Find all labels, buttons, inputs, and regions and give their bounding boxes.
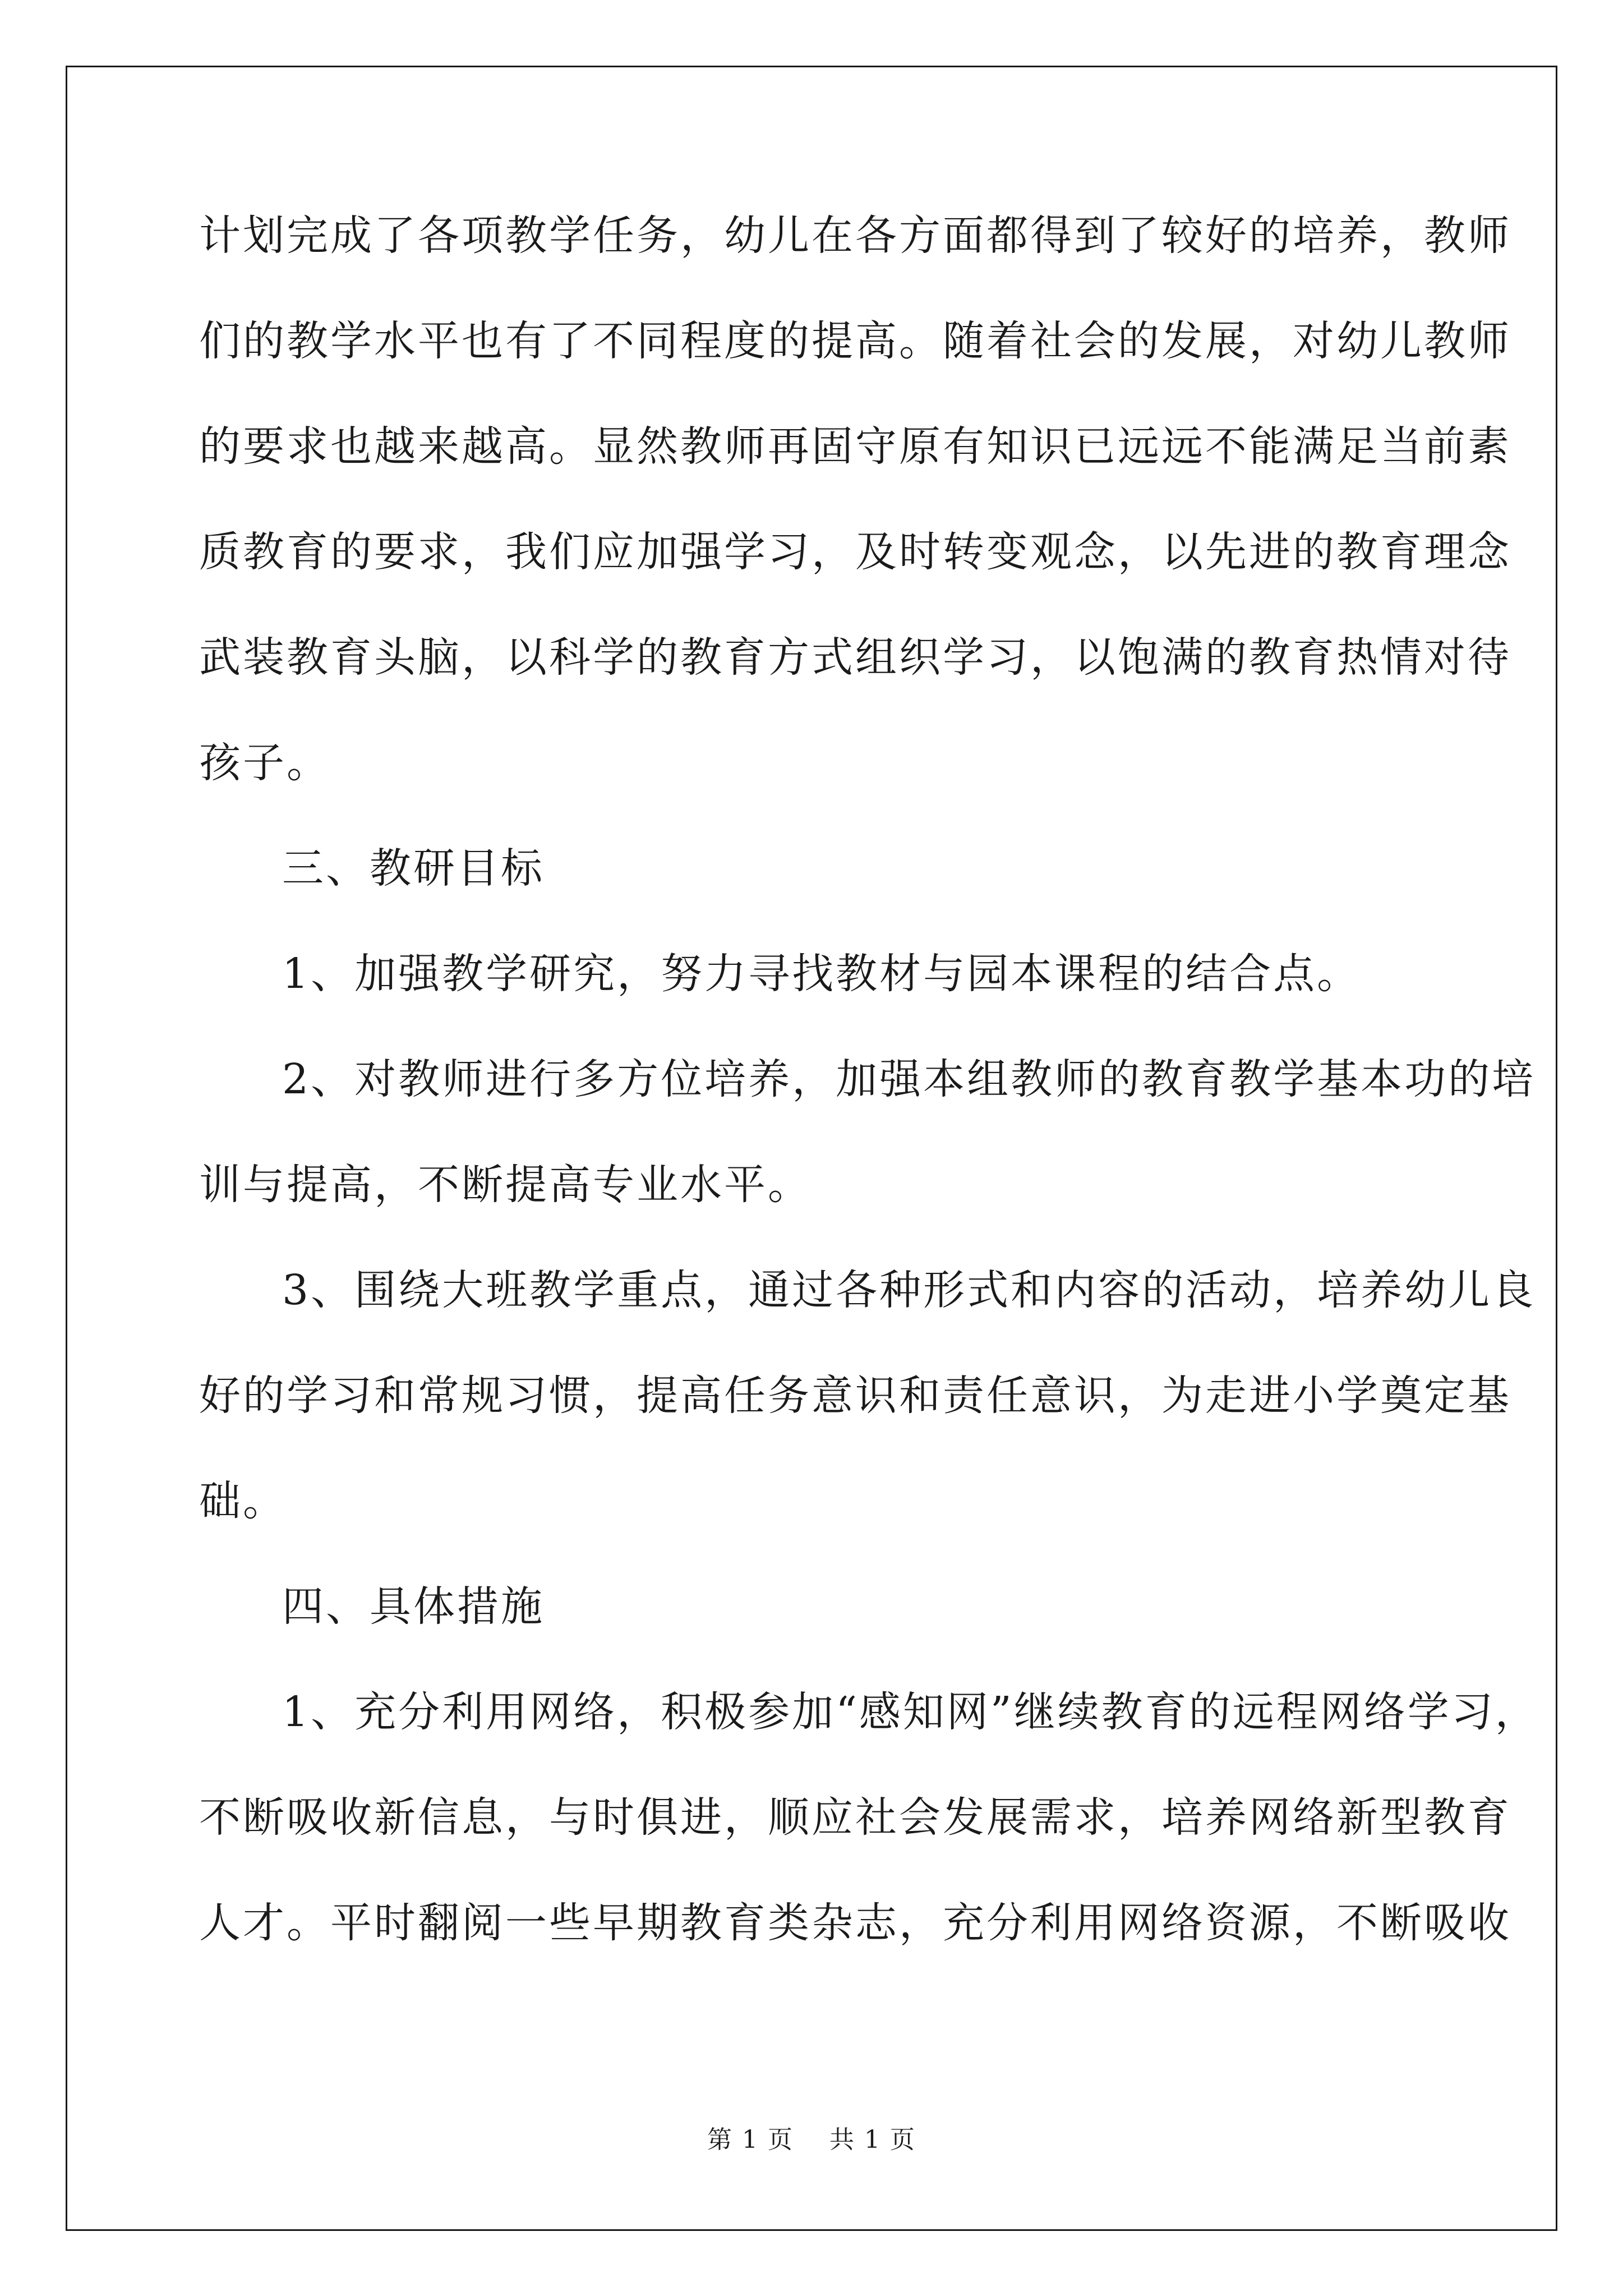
text-line: 1、充分利用网络，积极参加“感知网”继续教育的远程网络学习， xyxy=(282,1688,1539,1736)
text-line: 人才。平时翻阅一些早期教育类杂志，充分利用网络资源，不断吸收 xyxy=(199,1899,1511,1947)
text-line: 训与提高，不断提高专业水平。 xyxy=(199,1161,811,1209)
text-line: 武装教育头脑，以科学的教育方式组织学习，以饱满的教育热情对待 xyxy=(199,633,1511,682)
text-line: 不断吸收新信息，与时俱进，顺应社会发展需求，培养网络新型教育 xyxy=(199,1793,1511,1842)
text-line: 的要求也越来越高。显然教师再固守原有知识已远远不能满足当前素 xyxy=(199,422,1511,471)
text-line: 础。 xyxy=(199,1477,287,1525)
text-line: 计划完成了各项教学任务，幼儿在各方面都得到了较好的培养，教师 xyxy=(199,211,1511,260)
text-line: 3、围绕大班教学重点，通过各种形式和内容的活动，培养幼儿良 xyxy=(282,1266,1536,1314)
section-heading: 四、具体措施 xyxy=(282,1582,545,1631)
text-line: 质教育的要求，我们应加强学习，及时转变观念，以先进的教育理念 xyxy=(199,528,1511,576)
text-line: 们的教学水平也有了不同程度的提高。随着社会的发展，对幼儿教师 xyxy=(199,317,1511,365)
page-number-footer: 第 1 页 共 1 页 xyxy=(707,2125,916,2154)
text-line: 2、对教师进行多方位培养，加强本组教师的教育教学基本功的培 xyxy=(282,1055,1536,1103)
text-line: 好的学习和常规习惯，提高任务意识和责任意识，为走进小学奠定基 xyxy=(199,1372,1511,1420)
section-heading: 三、教研目标 xyxy=(282,844,545,892)
text-line: 孩子。 xyxy=(199,739,330,787)
text-line: 1、加强教学研究，努力寻找教材与园本课程的结合点。 xyxy=(282,950,1361,998)
